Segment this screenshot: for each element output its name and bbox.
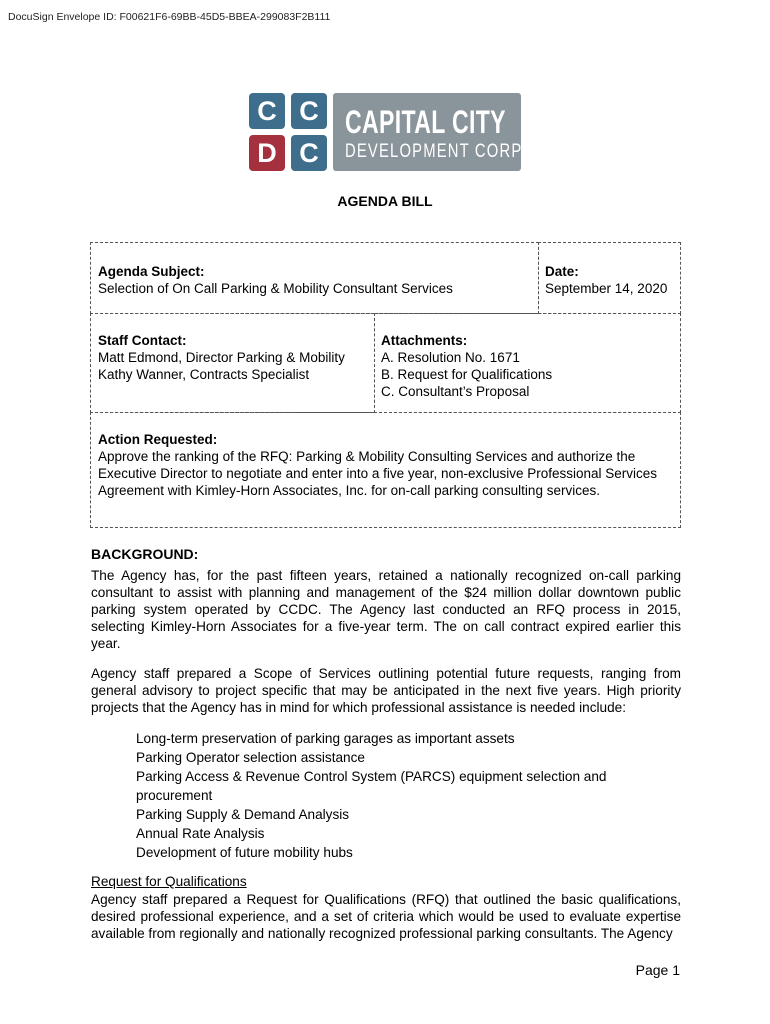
priority-projects-list [136,729,656,862]
staff-label: Staff Contact: [98,333,187,348]
logo-name-line1: CAPITAL CITY [345,104,506,140]
action-label: Action Requested: [98,432,218,447]
page-number: Page 1 [635,962,680,978]
background-paragraph-1: The Agency has, for the past fifteen years, retained a nationally recognized on-call parking consultant to assist with planning and management of the $24 million dollar downtown public parking system operated by CCDC. The Agency last conducted an RFQ process in 2015, selecting Kimley-Horn Associates for a five-year term. The on call contract expired earlier this year. [91,568,681,651]
logo-tile-c2: C [291,93,327,129]
attachment-item: C. Consultant’s Proposal [381,384,530,399]
envelope-id: DocuSign Envelope ID: F00621F6-69BB-45D5-BBEA-299083F2B111 [8,11,331,23]
rfq-heading: Request for Qualifications [91,874,247,889]
page-title: AGENDA BILL [337,193,433,209]
staff-line: Matt Edmond, Director Parking & Mobility [98,350,345,365]
logo-tile-d: D [249,135,285,171]
subject-value: Selection of On Call Parking & Mobility Consultant Services [98,281,453,296]
background-heading: BACKGROUND: [91,546,199,562]
logo-tile-c3: C [291,135,327,171]
list-item: Long-term preservation of parking garages as important assets [136,731,515,746]
staff-line: Kathy Wanner, Contracts Specialist [98,367,310,382]
attachments-label: Attachments: [381,333,468,348]
list-item: Parking Operator selection assistance [136,750,365,765]
logo-name-line2: DEVELOPMENT CORP [345,141,523,162]
attachments-cell [381,332,676,400]
attachment-item: B. Request for Qualifications [381,367,553,382]
subject-label: Agenda Subject: [98,264,205,279]
date-value: September 14, 2020 [545,281,668,296]
action-cell [98,431,676,499]
list-item: Development of future mobility hubs [136,845,353,860]
date-cell [545,263,679,297]
rfq-paragraph: Agency staff prepared a Request for Qualifications (RFQ) that outlined the basic qualifications, desired professional experience, and a set of criteria which would be used to evaluate expertise available from regionally and nationally recognized professional parking consultants. The Agency [91,892,681,941]
list-item: Parking Access & Revenue Control System (PARCS) equipment selection and procurement [136,769,607,803]
list-item: Annual Rate Analysis [136,826,265,841]
subject-cell [98,263,530,297]
attachment-item: A. Resolution No. 1671 [381,350,520,365]
logo-tile-c1: C [249,93,285,129]
action-text: Approve the ranking of the RFQ: Parking & Mobility Consulting Services and authorize the Executive Director to negotiate and enter into a five year, non-exclusive Professional Services Agreement with Kimley-Horn Associates, Inc. for on-call parking consulting services. [98,449,658,498]
staff-cell [98,332,370,383]
date-label: Date: [545,264,579,279]
list-item: Parking Supply & Demand Analysis [136,807,350,822]
background-paragraph-2: Agency staff prepared a Scope of Services outlining potential future requests, ranging from general advisory to project specific that may be anticipated in the next five years. High priority projects that the Agency has in mind for which professional assistance is needed include: [91,666,681,715]
ccdc-logo [249,93,521,171]
